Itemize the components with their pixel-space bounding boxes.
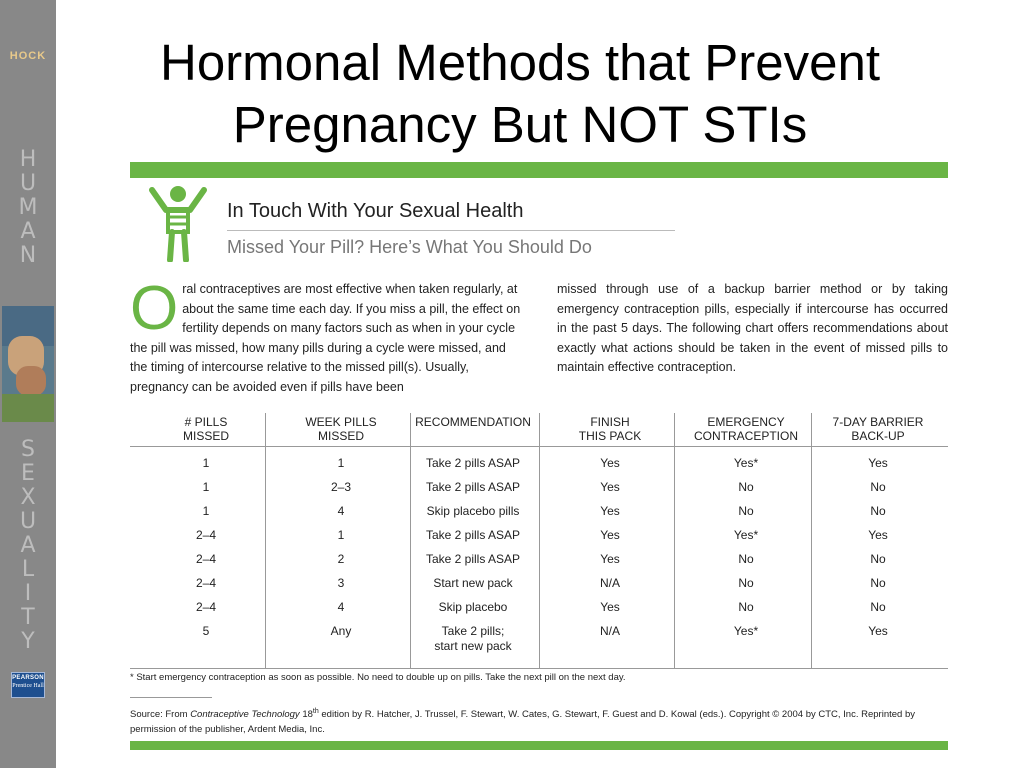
table-header-cell: WEEK PILLS MISSED — [305, 415, 377, 443]
table-cell: No — [870, 576, 886, 590]
table-cell: Take 2 pills ASAP — [425, 480, 521, 494]
table-cell: No — [738, 576, 754, 590]
box-title-rule — [227, 230, 675, 231]
table-cell: 1 — [337, 528, 345, 542]
table-cell: 2–4 — [195, 600, 217, 614]
sidebar-word-sexuality-letter: S — [21, 437, 35, 462]
table-cell: Take 2 pills ASAP — [425, 456, 521, 470]
table-cell: Skip placebo pills — [426, 504, 520, 518]
table-cell: Yes — [600, 552, 620, 566]
source-citation — [130, 704, 930, 737]
source-rule — [130, 697, 212, 698]
sidebar-word-human-letter: M — [18, 195, 38, 220]
sidebar-word-sexuality — [14, 438, 42, 654]
table-cell: No — [870, 600, 886, 614]
table-header-cell: EMERGENCY CONTRACEPTION — [693, 415, 798, 443]
sidebar-word-sexuality-letter: U — [19, 509, 37, 534]
missed-pill-table — [130, 413, 948, 669]
table-cell: Yes — [600, 456, 620, 470]
table-cell: No — [870, 504, 886, 518]
box-title: In Touch With Your Sexual Health — [227, 200, 524, 222]
intro-text-left: ral contraceptives are most effective when taken regularly, at about the same time each day. If you miss a pill, the effect on fertility depends on many factors such as when in your cycle the pill was missed, how many pills during a cycle were missed, and the timing of intercourse relative to the missed pill(s). Usually, pregnancy can be avoided even if pills have been — [130, 282, 521, 394]
sidebar-word-sexuality-letter: Y — [21, 629, 35, 654]
green-bar-top — [130, 162, 948, 178]
sidebar — [0, 0, 56, 768]
box-subtitle: Missed Your Pill? Here’s What You Should Do — [227, 237, 592, 257]
table-cell: Yes — [868, 456, 888, 470]
table-cell: Yes — [868, 528, 888, 542]
sidebar-word-sexuality-letter: L — [21, 557, 35, 582]
source-edition: 18 — [302, 709, 313, 721]
table-cell: N/A — [599, 576, 620, 590]
table-cell: Yes* — [733, 456, 759, 470]
sidebar-word-sexuality-letter: I — [24, 581, 32, 606]
sidebar-brand: HOCK — [9, 50, 47, 62]
sidebar-word-human-letter: U — [19, 171, 37, 196]
slide-title-line2: Pregnancy But NOT STIs — [232, 96, 808, 153]
table-cell: 3 — [337, 576, 345, 590]
sidebar-word-human — [14, 148, 42, 268]
source-book: Contraceptive Technology — [190, 709, 300, 721]
sidebar-word-sexuality-letter: T — [21, 605, 35, 630]
table-cell: 1 — [202, 456, 210, 470]
table-cell: Start new pack — [433, 576, 513, 590]
sidebar-photo — [2, 306, 54, 422]
table-cell: 2–4 — [195, 528, 217, 542]
table-cell: Yes — [600, 600, 620, 614]
stick-figure-icon — [148, 184, 208, 262]
table-header-cell: RECOMMENDATION — [415, 415, 531, 429]
table-cell: 2–4 — [195, 576, 217, 590]
drop-cap: O — [130, 274, 179, 343]
table-cell: Yes — [600, 504, 620, 518]
table-cell: Yes — [868, 624, 888, 638]
publisher-logo — [11, 672, 45, 698]
intro-paragraph-left — [130, 274, 522, 397]
table-cell: Take 2 pills; start new pack — [434, 624, 512, 653]
sidebar-word-sexuality-letter: X — [20, 485, 36, 510]
table-cell: No — [738, 480, 754, 494]
table-cell: No — [870, 552, 886, 566]
publisher-logo-line2: Prentice Hall — [12, 683, 44, 689]
table-cell: 2 — [337, 552, 345, 566]
sidebar-word-human-letter: A — [20, 219, 36, 244]
sidebar-word-sexuality-letter: A — [20, 533, 36, 558]
table-cell: No — [738, 600, 754, 614]
table-cell: 4 — [337, 600, 345, 614]
table-cell: Take 2 pills ASAP — [425, 528, 521, 542]
table-cell: 4 — [337, 504, 345, 518]
slide-title-line1: Hormonal Methods that Prevent — [159, 34, 881, 91]
table-cell: 5 — [202, 624, 210, 638]
table-cell: No — [738, 504, 754, 518]
table-cell: 1 — [337, 456, 345, 470]
table-cell: No — [870, 480, 886, 494]
intro-paragraph-right: missed through use of a backup barrier method or by taking emergency contraception pills, especially if intercourse has occurred in the past 5 days. The following chart offers recommendations about exactly what actions should be taken in the event of missed pills to maintain effective contraception. — [557, 282, 948, 374]
source-edition-sup: th — [312, 708, 319, 715]
slide-title — [60, 32, 980, 156]
table-cell: Any — [330, 624, 352, 638]
table-header-cell: FINISH THIS PACK — [578, 415, 642, 443]
table-cell: Yes — [600, 528, 620, 542]
table-cell: N/A — [599, 624, 620, 638]
publisher-logo-line1: PEARSON — [12, 675, 44, 681]
table-cell: 2–3 — [330, 480, 352, 494]
sidebar-word-human-letter: N — [19, 243, 37, 268]
source-rest: edition by R. Hatcher, J. Trussel, F. Stewart, W. Cates, G. Stewart, F. Guest and D. Kowal (eds.). Copyright © 2004 by CTC, Inc. Reprinted by permission of the publisher, Ardent Media, Inc. — [130, 709, 915, 736]
table-cell: Yes — [600, 480, 620, 494]
table-cell: 2–4 — [195, 552, 217, 566]
table-cell: Skip placebo — [438, 600, 508, 614]
sidebar-word-sexuality-letter: E — [21, 461, 35, 486]
table-cell: 1 — [202, 480, 210, 494]
green-bar-bottom — [130, 741, 948, 750]
table-header-cell: 7-DAY BARRIER BACK-UP — [832, 415, 924, 443]
table-cell: No — [738, 552, 754, 566]
table-cell: Yes* — [733, 528, 759, 542]
table-cell: Take 2 pills ASAP — [425, 552, 521, 566]
table-header-cell: # PILLS MISSED — [182, 415, 229, 443]
footnote: * Start emergency contraception as soon as possible. No need to double up on pills. Take the next pill on the next day. — [130, 672, 626, 683]
sidebar-word-human-letter: H — [19, 147, 37, 172]
source-prefix: Source: From — [130, 709, 191, 721]
table-column-divider — [539, 413, 540, 669]
table-cell: 1 — [202, 504, 210, 518]
table-cell: Yes* — [733, 624, 759, 638]
